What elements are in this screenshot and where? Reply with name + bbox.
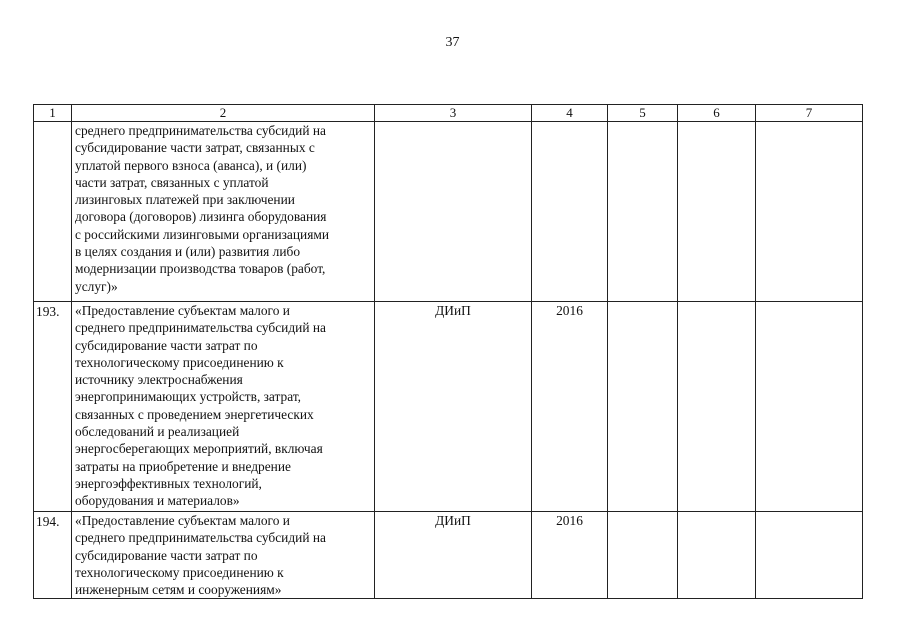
row-cell-6 [678,512,756,599]
program-table [33,104,863,599]
row-cell-7 [756,302,863,512]
column-header-2: 2 [72,105,375,122]
table-row [34,512,863,599]
row-cell-7 [756,122,863,302]
table-row [34,122,863,302]
column-header-6: 6 [678,105,756,122]
row-description: среднего предпринимательства субсидий на субсидирование части затрат, связанных с уплатой первого взноса (аванса), и (или) части затрат, связанных с уплатой лизинговых платежей при заключении договора (договоров) лизинга оборудования с российскими лизинговыми организациями в целях создания и (или) развития либо модернизации производства товаров (работ, услуг)» [72,122,375,302]
row-number: 194. [34,512,72,599]
row-number: 193. [34,302,72,512]
table-row [34,302,863,512]
column-header-4: 4 [532,105,608,122]
row-cell-6 [678,122,756,302]
row-cell-5 [608,122,678,302]
column-header-5: 5 [608,105,678,122]
row-number [34,122,72,302]
row-cell-6 [678,302,756,512]
row-executor: ДИиП [375,302,532,512]
row-description: «Предоставление субъектам малого и среднего предпринимательства субсидий на субсидирование части затрат по технологическому присоединению к инженерным сетям и сооружениям» [72,512,375,599]
row-cell-5 [608,512,678,599]
row-year [532,122,608,302]
column-header-7: 7 [756,105,863,122]
row-year: 2016 [532,302,608,512]
row-cell-5 [608,302,678,512]
page-number: 37 [445,35,460,50]
row-executor [375,122,532,302]
column-header-1: 1 [34,105,72,122]
row-cell-7 [756,512,863,599]
row-year: 2016 [532,512,608,599]
row-executor: ДИиП [375,512,532,599]
column-header-3: 3 [375,105,532,122]
row-description: «Предоставление субъектам малого и среднего предпринимательства субсидий на субсидирование части затрат по технологическому присоединению к источнику электроснабжения энергопринимающих устройств, затрат, связанных с проведением энергетических обследований и реализацией энергосберегающих мероприятий, включая затраты на приобретение и внедрение энергоэффективных технологий, оборудования и материалов» [72,302,375,512]
table-header-row [34,105,863,122]
